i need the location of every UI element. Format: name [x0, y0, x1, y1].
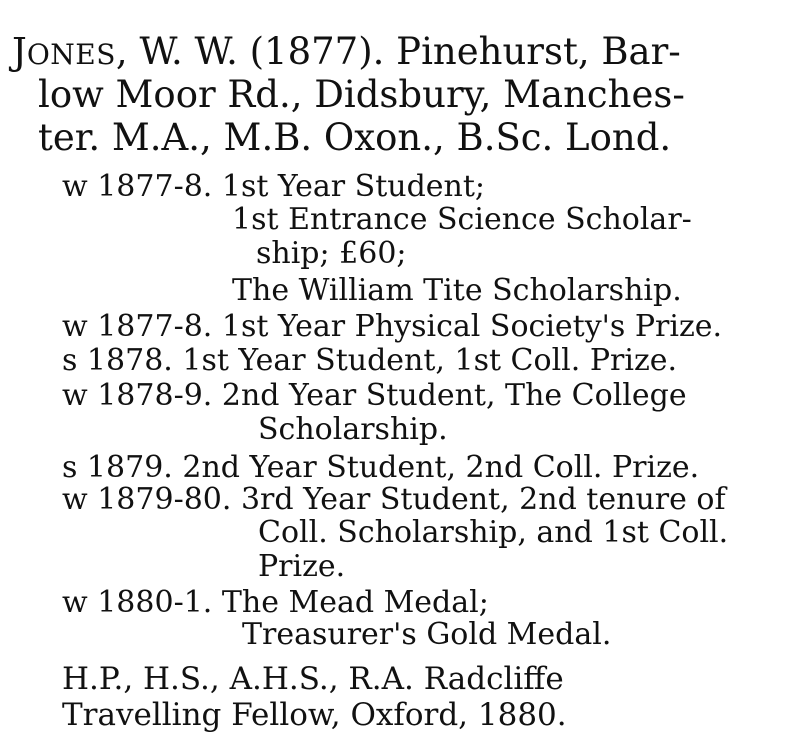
entry-line: Coll. Scholarship, and 1st Coll.: [258, 515, 729, 550]
entry-line: w 1877-8. 1st Year Student;: [62, 169, 486, 204]
entry-line: w 1879-80. 3rd Year Student, 2nd tenure of: [62, 482, 726, 517]
entry-line: Scholarship.: [258, 412, 448, 447]
entry-line: w 1880-1. The Mead Medal;: [62, 585, 489, 620]
footer-line-1: H.P., H.S., A.H.S., R.A. Radcliffe: [62, 661, 564, 697]
surname-rest: ONES: [26, 38, 116, 71]
entry-line: s 1878. 1st Year Student, 1st Coll. Prize.: [62, 343, 678, 378]
heading-line-2: low Moor Rd., Didsbury, Manches-: [38, 73, 685, 116]
surname-initial: J: [12, 30, 27, 73]
entry-line: ship; £60;: [256, 236, 407, 271]
heading-line-3: ter. M.A., M.B. Oxon., B.Sc. Lond.: [38, 116, 672, 159]
heading-line-1-text: , W. W. (1877). Pinehurst, Bar-: [115, 30, 681, 73]
entry-line: s 1879. 2nd Year Student, 2nd Coll. Prize.: [62, 450, 700, 485]
entry-line: w 1877-8. 1st Year Physical Society's Prize.: [62, 309, 723, 344]
entry-line: Prize.: [258, 549, 346, 584]
heading-line-1: [12, 30, 681, 73]
footer-line-2: Travelling Fellow, Oxford, 1880.: [62, 697, 567, 733]
surname: [12, 30, 116, 73]
entry-line: Treasurer's Gold Medal.: [242, 617, 612, 652]
entry-line: w 1878-9. 2nd Year Student, The College: [62, 378, 687, 413]
entry-line: The William Tite Scholarship.: [232, 273, 682, 308]
entry-line: 1st Entrance Science Scholar-: [232, 202, 692, 237]
